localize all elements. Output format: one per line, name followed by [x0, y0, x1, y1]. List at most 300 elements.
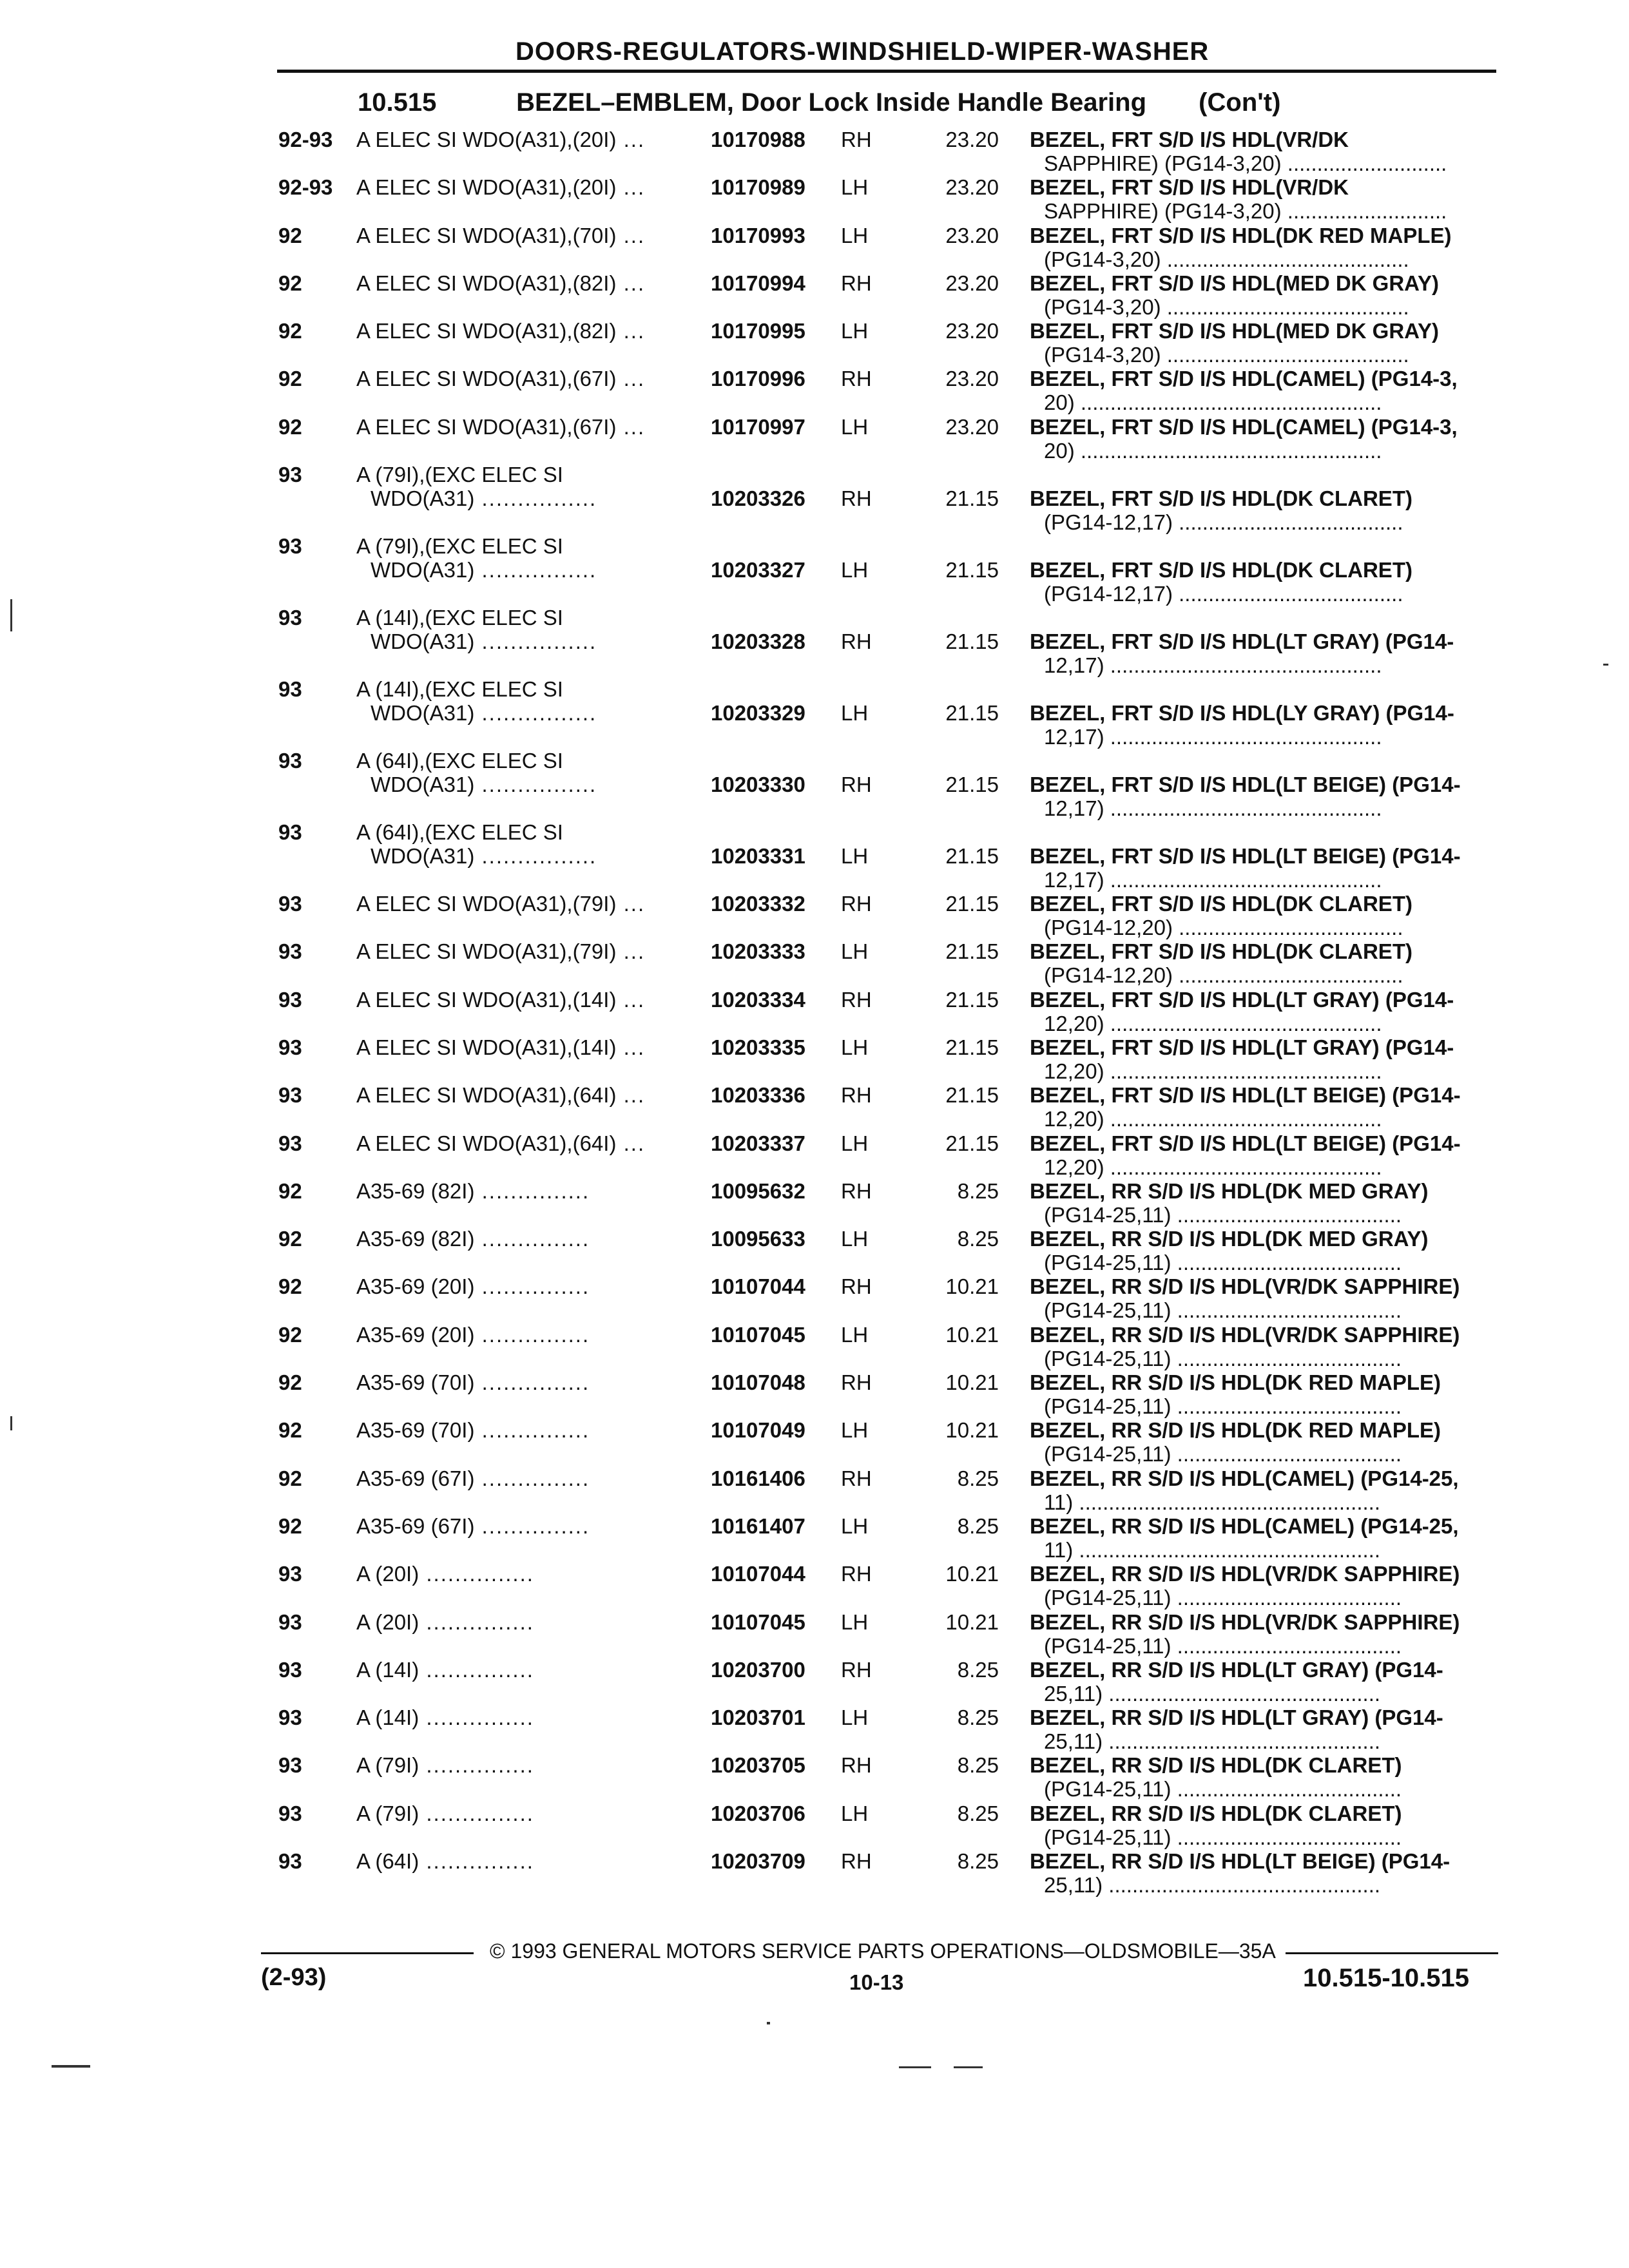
description — [1030, 271, 1494, 319]
model-year: 93 — [278, 1610, 302, 1634]
description — [1030, 844, 1494, 892]
part-number: 10161407 — [711, 1514, 805, 1538]
application-line-1: A (64I),(EXC ELEC SI — [356, 820, 563, 845]
price: 10.21 — [945, 1322, 999, 1347]
price: 21.15 — [945, 486, 999, 511]
model-year: 93 — [278, 820, 302, 845]
part-number: 10161406 — [711, 1466, 805, 1490]
description-line-1: BEZEL, RR S/D I/S HDL(VR/DK SAPPHIRE) — [1030, 1610, 1460, 1634]
application-line-1: A (20I) — [356, 1562, 419, 1586]
description — [1030, 1466, 1494, 1514]
parts-row — [0, 1274, 1629, 1322]
model-year: 92 — [278, 223, 302, 247]
model-year: 92 — [278, 271, 302, 295]
application-line-1: A ELEC SI WDO(A31),(67I) — [356, 367, 617, 391]
model-year: 93 — [278, 1849, 302, 1874]
description — [1030, 1179, 1494, 1227]
description-line-1: BEZEL, FRT S/D I/S HDL(LT BEIGE) (PG14- — [1030, 844, 1461, 869]
price: 21.15 — [945, 892, 999, 916]
part-number: 10107044 — [711, 1562, 805, 1586]
price: 21.15 — [945, 701, 999, 726]
description-line-2: 12,20) .............................................. — [1044, 1011, 1382, 1035]
parts-row — [0, 1035, 1629, 1083]
scan-speck — [10, 1416, 12, 1430]
application — [356, 1418, 590, 1442]
description-line-2: (PG14-12,20) ...................................... — [1044, 963, 1403, 988]
description — [1030, 988, 1494, 1035]
part-number: 10203336 — [711, 1083, 805, 1108]
application-line-2-wrap — [356, 629, 597, 653]
side: RH — [841, 629, 872, 654]
description-line-1: BEZEL, RR S/D I/S HDL(LT GRAY) (PG14- — [1030, 1706, 1443, 1730]
application — [356, 534, 597, 582]
application — [356, 1562, 534, 1586]
leader-dots: ............... — [474, 1227, 590, 1251]
application — [356, 463, 597, 510]
description-line-1: BEZEL, RR S/D I/S HDL(VR/DK SAPPHIRE) — [1030, 1274, 1460, 1299]
part-number: 10203332 — [711, 892, 805, 916]
description — [1030, 1131, 1494, 1179]
side: LH — [841, 1514, 869, 1538]
price: 8.25 — [957, 1466, 999, 1490]
description-line-2: (PG14-3,20) ......................................... — [1044, 294, 1409, 319]
side: LH — [841, 1322, 869, 1347]
description-line-1: BEZEL, FRT S/D I/S HDL(LT GRAY) (PG14- — [1030, 987, 1454, 1012]
application-line-2-wrap — [356, 773, 597, 796]
description-line-2: 25,11) .............................................. — [1044, 1729, 1381, 1754]
parts-row — [0, 367, 1629, 414]
description — [1030, 558, 1494, 606]
parts-row — [0, 1466, 1629, 1514]
side: RH — [841, 1657, 872, 1682]
application — [356, 1035, 645, 1059]
model-year: 92 — [278, 1227, 302, 1251]
description-line-1: BEZEL, FRT S/D I/S HDL(LT GRAY) (PG14- — [1030, 629, 1454, 654]
application — [356, 175, 645, 199]
model-year: 93 — [278, 1131, 302, 1155]
model-year: 92 — [278, 367, 302, 391]
description-line-1: BEZEL, FRT S/D I/S HDL(VR/DK — [1030, 175, 1349, 200]
model-year: 92 — [278, 414, 302, 439]
description — [1030, 1370, 1494, 1418]
model-year: 92 — [278, 1418, 302, 1443]
price: 10.21 — [945, 1418, 999, 1443]
description-line-1: BEZEL, RR S/D I/S HDL(LT BEIGE) (PG14- — [1030, 1849, 1451, 1874]
application — [356, 319, 645, 343]
part-number: 10107048 — [711, 1370, 805, 1395]
side: LH — [841, 223, 869, 247]
application-line-1: A ELEC SI WDO(A31),(20I) — [356, 175, 617, 200]
parts-row — [0, 1370, 1629, 1418]
description — [1030, 486, 1494, 534]
price: 8.25 — [957, 1514, 999, 1538]
description-line-2: (PG14-25,11) ...................................... — [1044, 1394, 1402, 1419]
leader-dots: ............... — [474, 1514, 590, 1538]
application-line-2: WDO(A31) — [371, 773, 475, 797]
leader-dots: ... — [616, 367, 646, 391]
application-line-1: A (14I) — [356, 1657, 419, 1682]
description-line-2: (PG14-12,17) ...................................... — [1044, 582, 1403, 606]
application-line-1: A ELEC SI WDO(A31),(14I) — [356, 1035, 617, 1059]
application-line-2: WDO(A31) — [371, 486, 475, 511]
parts-row — [0, 939, 1629, 987]
price: 8.25 — [957, 1801, 999, 1825]
description — [1030, 128, 1494, 175]
parts-row — [0, 988, 1629, 1035]
description-line-2: 20) ................................................... — [1044, 438, 1382, 463]
part-number: 10203333 — [711, 939, 805, 964]
description-line-2: 11) ................................................... — [1044, 1490, 1381, 1514]
side: RH — [841, 486, 872, 511]
parts-row — [0, 1562, 1629, 1610]
footer-copyright: © 1993 GENERAL MOTORS SERVICE PARTS OPERATIONS—OLDSMOBILE—35A — [490, 1939, 1276, 1963]
parts-list — [0, 128, 1629, 1897]
scan-speck — [10, 599, 12, 631]
application-line-1: A ELEC SI WDO(A31),(82I) — [356, 271, 617, 295]
price: 21.15 — [945, 1083, 999, 1108]
leader-dots: ... — [616, 1131, 646, 1155]
application-line-1: A ELEC SI WDO(A31),(20I) — [356, 128, 617, 151]
application — [356, 1802, 534, 1825]
price: 21.15 — [945, 1035, 999, 1059]
description-line-2: 11) ................................................... — [1044, 1537, 1381, 1562]
side: LH — [841, 1418, 869, 1443]
header-rule — [277, 70, 1496, 73]
side: LH — [841, 1227, 869, 1251]
parts-row — [0, 224, 1629, 271]
model-year: 92 — [278, 319, 302, 343]
parts-row — [0, 1179, 1629, 1227]
description-line-2: 12,20) .............................................. — [1044, 1155, 1382, 1179]
application — [356, 1753, 534, 1777]
side: RH — [841, 1849, 872, 1874]
description — [1030, 1227, 1494, 1274]
model-year: 92 — [278, 1514, 302, 1538]
parts-row — [0, 415, 1629, 463]
description-line-1: BEZEL, FRT S/D I/S HDL(MED DK GRAY) — [1030, 319, 1439, 343]
leader-dots: ................ — [474, 558, 597, 582]
description — [1030, 1658, 1494, 1706]
application — [356, 988, 645, 1012]
application — [356, 1227, 590, 1251]
scan-speck — [52, 2065, 90, 2068]
parts-row — [0, 534, 1629, 606]
section-number: 10.515 — [358, 88, 437, 117]
scan-speck — [899, 2066, 931, 2068]
footer-rule-left — [261, 1952, 474, 1954]
application — [356, 1658, 534, 1682]
price: 8.25 — [957, 1657, 999, 1682]
price: 21.15 — [945, 987, 999, 1012]
description-line-1: BEZEL, FRT S/D I/S HDL(DK CLARET) — [1030, 892, 1412, 916]
model-year: 92 — [278, 1322, 302, 1347]
application-line-1: A (79I),(EXC ELEC SI — [356, 463, 563, 487]
part-number: 10170996 — [711, 367, 805, 391]
model-year: 93 — [278, 1801, 302, 1825]
description-line-2: (PG14-3,20) ......................................... — [1044, 247, 1409, 271]
description — [1030, 629, 1494, 677]
description — [1030, 1753, 1494, 1801]
description — [1030, 175, 1494, 223]
application — [356, 749, 597, 796]
application — [356, 1083, 645, 1107]
price: 21.15 — [945, 773, 999, 797]
description — [1030, 415, 1494, 463]
description — [1030, 319, 1494, 367]
part-number: 10203327 — [711, 558, 805, 582]
side: LH — [841, 844, 869, 869]
parts-row — [0, 1227, 1629, 1274]
description-line-1: BEZEL, FRT S/D I/S HDL(LT BEIGE) (PG14- — [1030, 1083, 1461, 1108]
parts-row — [0, 1514, 1629, 1562]
part-number: 10203334 — [711, 987, 805, 1012]
side: RH — [841, 1466, 872, 1490]
application — [356, 1323, 590, 1347]
description-line-2: (PG14-25,11) ...................................... — [1044, 1251, 1402, 1275]
leader-dots: ............... — [474, 1418, 590, 1443]
price: 23.20 — [945, 175, 999, 200]
side: LH — [841, 558, 869, 582]
description-line-1: BEZEL, FRT S/D I/S HDL(VR/DK — [1030, 128, 1349, 151]
description-line-2: 12,17) .............................................. — [1044, 725, 1382, 749]
part-number: 10107044 — [711, 1274, 805, 1299]
part-number: 10203700 — [711, 1657, 805, 1682]
description-line-2: (PG14-3,20) ......................................... — [1044, 343, 1409, 367]
description-line-1: BEZEL, RR S/D I/S HDL(VR/DK SAPPHIRE) — [1030, 1322, 1460, 1347]
application-line-1: A (79I),(EXC ELEC SI — [356, 534, 563, 559]
leader-dots: ................ — [474, 773, 597, 797]
parts-row — [0, 128, 1629, 175]
parts-row — [0, 175, 1629, 223]
parts-row — [0, 1418, 1629, 1466]
application-line-1: A ELEC SI WDO(A31),(14I) — [356, 987, 617, 1012]
application-line-1: A (64I),(EXC ELEC SI — [356, 749, 563, 773]
leader-dots: ................ — [474, 844, 597, 869]
price: 8.25 — [957, 1178, 999, 1203]
application-line-1: A (79I) — [356, 1753, 419, 1778]
price: 21.15 — [945, 629, 999, 654]
leader-dots: ... — [616, 1035, 646, 1059]
description-line-2: 12,17) .............................................. — [1044, 868, 1382, 892]
description-line-2: 20) ................................................... — [1044, 390, 1382, 415]
model-year: 93 — [278, 463, 302, 487]
application — [356, 224, 645, 247]
leader-dots: ... — [616, 223, 646, 247]
side: RH — [841, 987, 872, 1012]
model-year: 92-93 — [278, 128, 333, 151]
price: 23.20 — [945, 414, 999, 439]
leader-dots: ... — [616, 319, 646, 343]
price: 10.21 — [945, 1562, 999, 1586]
description — [1030, 1274, 1494, 1322]
section-continued: (Con't) — [1199, 88, 1281, 117]
side: RH — [841, 1274, 872, 1299]
application — [356, 415, 645, 439]
description-line-1: BEZEL, RR S/D I/S HDL(DK CLARET) — [1030, 1801, 1402, 1825]
part-number: 10170989 — [711, 175, 805, 200]
description-line-1: BEZEL, FRT S/D I/S HDL(MED DK GRAY) — [1030, 271, 1439, 295]
application — [356, 1131, 645, 1155]
leader-dots: ............... — [419, 1610, 534, 1634]
leader-dots: ... — [616, 1083, 646, 1108]
scan-speck — [767, 2022, 770, 2024]
part-number: 10203706 — [711, 1801, 805, 1825]
page-header-title: DOORS-REGULATORS-WINDSHIELD-WIPER-WASHER — [516, 37, 1210, 66]
application-line-2-wrap — [356, 701, 597, 725]
part-number: 10107045 — [711, 1610, 805, 1634]
application-line-1: A ELEC SI WDO(A31),(79I) — [356, 892, 617, 916]
description-line-2: 25,11) .............................................. — [1044, 1873, 1381, 1898]
side: RH — [841, 892, 872, 916]
parts-row — [0, 820, 1629, 892]
application — [356, 892, 645, 916]
side: LH — [841, 1801, 869, 1825]
leader-dots: ............... — [474, 1322, 590, 1347]
application-line-2: WDO(A31) — [371, 558, 475, 582]
description — [1030, 1418, 1494, 1466]
application-line-2-wrap — [356, 486, 597, 510]
parts-row — [0, 1753, 1629, 1801]
application — [356, 128, 645, 151]
model-year: 93 — [278, 892, 302, 916]
parts-row — [0, 1083, 1629, 1131]
description-line-1: BEZEL, FRT S/D I/S HDL(DK CLARET) — [1030, 486, 1412, 511]
description-line-2: (PG14-25,11) ...................................... — [1044, 1442, 1402, 1466]
leader-dots: ................ — [474, 701, 597, 726]
application — [356, 677, 597, 725]
description-line-2: (PG14-25,11) ...................................... — [1044, 1825, 1402, 1849]
model-year: 93 — [278, 1035, 302, 1059]
side: RH — [841, 1370, 872, 1395]
parts-row — [0, 749, 1629, 820]
side: LH — [841, 939, 869, 964]
leader-dots: ................ — [474, 486, 597, 511]
side: LH — [841, 1035, 869, 1059]
leader-dots: ... — [616, 128, 646, 151]
parts-row — [0, 1131, 1629, 1179]
model-year: 93 — [278, 1657, 302, 1682]
description-line-1: BEZEL, FRT S/D I/S HDL(LT BEIGE) (PG14- — [1030, 1131, 1461, 1155]
application-line-2-wrap — [356, 844, 597, 868]
description-line-1: BEZEL, RR S/D I/S HDL(CAMEL) (PG14-25, — [1030, 1466, 1459, 1490]
application-line-1: A ELEC SI WDO(A31),(64I) — [356, 1131, 617, 1155]
model-year: 93 — [278, 534, 302, 559]
leader-dots: ............... — [419, 1801, 534, 1825]
application-line-1: A ELEC SI WDO(A31),(79I) — [356, 939, 617, 964]
description — [1030, 1035, 1494, 1083]
application-line-1: A35-69 (67I) — [356, 1466, 475, 1490]
description-line-2: (PG14-25,11) ...................................... — [1044, 1298, 1402, 1323]
model-year: 93 — [278, 1083, 302, 1108]
application — [356, 606, 597, 653]
description-line-1: BEZEL, RR S/D I/S HDL(VR/DK SAPPHIRE) — [1030, 1562, 1460, 1586]
application-line-1: A35-69 (70I) — [356, 1370, 475, 1395]
part-number: 10203705 — [711, 1753, 805, 1778]
application-line-1: A (64I) — [356, 1849, 419, 1874]
side: LH — [841, 1610, 869, 1634]
application-line-2: WDO(A31) — [371, 701, 475, 726]
side: LH — [841, 701, 869, 726]
price: 21.15 — [945, 939, 999, 964]
section-title: BEZEL–EMBLEM, Door Lock Inside Handle Bearing — [516, 88, 1147, 117]
side: RH — [841, 367, 872, 391]
side: RH — [841, 773, 872, 797]
parts-row — [0, 892, 1629, 939]
model-year: 92 — [278, 1274, 302, 1299]
model-year: 93 — [278, 1753, 302, 1778]
description-line-2: (PG14-25,11) ...................................... — [1044, 1202, 1402, 1227]
model-year: 92 — [278, 1178, 302, 1203]
part-number: 10203331 — [711, 844, 805, 869]
side: LH — [841, 319, 869, 343]
part-number: 10170994 — [711, 271, 805, 295]
parts-row — [0, 271, 1629, 319]
side: LH — [841, 175, 869, 200]
description — [1030, 224, 1494, 271]
side: RH — [841, 1083, 872, 1108]
application — [356, 820, 597, 868]
price: 8.25 — [957, 1706, 999, 1730]
application-line-1: A ELEC SI WDO(A31),(64I) — [356, 1083, 617, 1108]
parts-row — [0, 1610, 1629, 1658]
application-line-1: A35-69 (20I) — [356, 1322, 475, 1347]
application-line-1: A (79I) — [356, 1801, 419, 1825]
leader-dots: ............... — [419, 1657, 534, 1682]
application-line-1: A (14I),(EXC ELEC SI — [356, 677, 563, 702]
application-line-1: A (20I) — [356, 1610, 419, 1634]
description — [1030, 1083, 1494, 1131]
model-year: 93 — [278, 749, 302, 773]
part-number: 10095633 — [711, 1227, 805, 1251]
application — [356, 1610, 534, 1634]
description — [1030, 1514, 1494, 1562]
application-line-1: A35-69 (70I) — [356, 1418, 475, 1443]
description-line-1: BEZEL, FRT S/D I/S HDL(CAMEL) (PG14-3, — [1030, 414, 1458, 439]
part-number: 10107049 — [711, 1418, 805, 1443]
application — [356, 271, 645, 295]
model-year: 92 — [278, 1370, 302, 1395]
parts-row — [0, 1802, 1629, 1849]
footer-rule-right — [1286, 1952, 1498, 1954]
description — [1030, 773, 1494, 820]
side: RH — [841, 128, 872, 151]
model-year: 93 — [278, 987, 302, 1012]
description-line-1: BEZEL, FRT S/D I/S HDL(DK CLARET) — [1030, 558, 1412, 582]
description — [1030, 367, 1494, 414]
application-line-2: WDO(A31) — [371, 629, 475, 654]
part-number: 10170988 — [711, 128, 805, 151]
model-year: 93 — [278, 939, 302, 964]
price: 10.21 — [945, 1274, 999, 1299]
parts-row — [0, 1849, 1629, 1897]
footer-page-number: 10-13 — [849, 1970, 904, 1994]
application-line-1: A35-69 (67I) — [356, 1514, 475, 1538]
description-line-2: (PG14-25,11) ...................................... — [1044, 1633, 1402, 1658]
price: 23.20 — [945, 223, 999, 247]
side: RH — [841, 1753, 872, 1778]
description — [1030, 1323, 1494, 1370]
parts-row — [0, 677, 1629, 749]
application-line-1: A ELEC SI WDO(A31),(67I) — [356, 414, 617, 439]
leader-dots: ............... — [419, 1706, 534, 1730]
leader-dots: ... — [616, 175, 646, 200]
description-line-2: 25,11) .............................................. — [1044, 1681, 1381, 1706]
part-number: 10170993 — [711, 223, 805, 247]
leader-dots: ............... — [474, 1466, 590, 1490]
description-line-2: SAPPHIRE) (PG14-3,20) ........................... — [1044, 199, 1447, 224]
side: RH — [841, 1562, 872, 1586]
model-year: 93 — [278, 606, 302, 630]
